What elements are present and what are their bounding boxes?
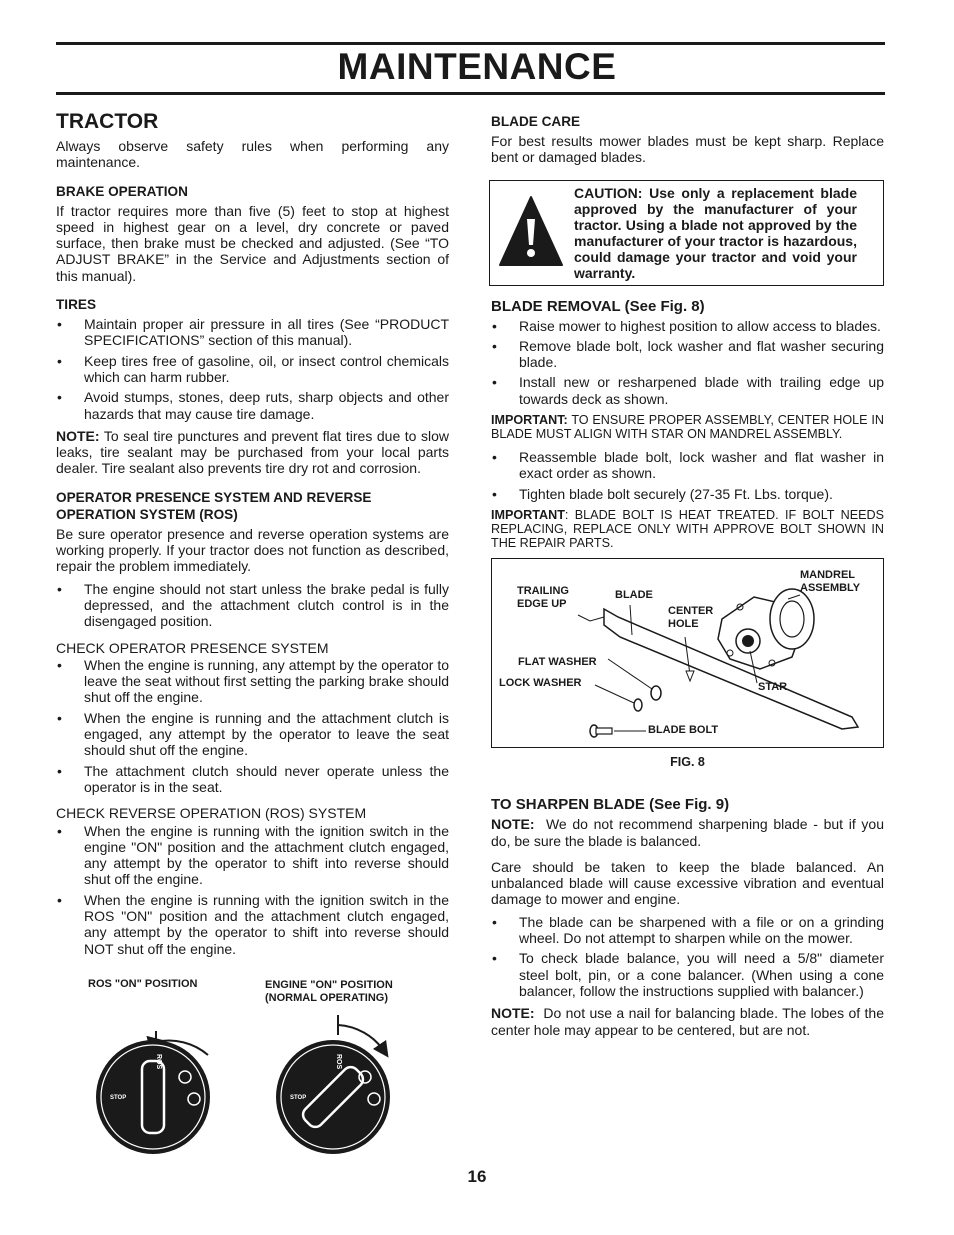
ros-label: ROS	[155, 1054, 162, 1070]
important-note-1	[491, 413, 884, 441]
blade-removal-heading: BLADE REMOVAL (See Fig. 8)	[491, 297, 705, 315]
warning-triangle-icon	[498, 195, 564, 267]
blade-removal-list	[491, 318, 884, 407]
ops-heading: OPERATOR PRESENCE SYSTEM AND REVERSE OPERATION SYSTEM (ROS)	[56, 489, 372, 522]
sharpen-text: Care should be taken to keep the blade balanced. An unbalanced blade will cause excessive vibration and eventual damage to mower and engine.	[491, 858, 884, 908]
mandrel-assembly-icon	[718, 589, 814, 669]
list-item: • Tighten blade bolt securely (27-35 Ft. Lbs. torque).	[491, 486, 884, 502]
list-item: • When the engine is running, any attempt by the operator to leave the seat without first setting the parking brake should shut off the engine.	[56, 657, 449, 706]
note-label: NOTE:	[491, 1005, 535, 1022]
list-item: • Install new or resharpened blade with trailing edge up towards deck as shown.	[491, 374, 884, 407]
caution-text: CAUTION: Use only a replacement blade approved by the manufacturer of your tractor. Using a blade not approved by the manufacturer of your tractor is hazardous, could damage your tractor and void your warranty.	[574, 184, 857, 281]
label-center-2: HOLE	[668, 617, 699, 630]
top-rule	[56, 42, 885, 45]
note-label: NOTE:	[491, 816, 535, 833]
stop-label: STOP	[110, 1095, 127, 1101]
blade-reassemble-list	[491, 449, 884, 502]
intro-text: Always observe safety rules when performing any maintenance.	[56, 138, 449, 171]
page-number: 16	[467, 1167, 487, 1186]
right-column	[491, 110, 884, 1044]
note-text: We do not recommend sharpening blade - but if you do, be sure the blade is balanced.	[491, 816, 885, 849]
list-item: • When the engine is running with the ignition switch in the engine "ON" position and the attachment clutch engaged, any attempt by the operator to shift into reverse should shut off the engine.	[56, 823, 449, 888]
ops-text: Be sure operator presence and reverse operation systems are working properly. If your tractor does not function as described, repair the problem immediately.	[56, 525, 449, 575]
important-text: : BLADE BOLT IS HEAT TREATED. IF BOLT NEEDS REPLACING, REPLACE ONLY WITH APPROVE BOLT SHOWN IN THE REPAIR PARTS.	[491, 507, 884, 550]
label-flat-washer: FLAT WASHER	[518, 655, 597, 668]
list-item: • When the engine is running and the attachment clutch is engaged, any attempt by the operator to leave the seat should shut off the engine.	[56, 710, 449, 759]
label-blade: BLADE	[615, 588, 653, 601]
blade-assembly-figure	[491, 558, 884, 748]
list-item: • The attachment clutch should never operate unless the operator is in the seat.	[56, 763, 449, 796]
sharpen-heading: TO SHARPEN BLADE (See Fig. 9)	[491, 796, 730, 814]
list-item: • Maintain proper air pressure in all tires (See “PRODUCT SPECIFICATIONS” section of this manual).	[56, 316, 449, 349]
label-lock-washer: LOCK WASHER	[499, 676, 582, 689]
label-blade-bolt: BLADE BOLT	[648, 723, 719, 736]
engine-on-label-2: (NORMAL OPERATING)	[265, 992, 389, 1004]
list-item: • To check blade balance, you will need a 5/8" diameter steel bolt, pin, or a cone balancer. (When using a cone balancer, follow the instructions supplied with balancer.)	[491, 950, 884, 999]
brake-text: If tractor requires more than five (5) feet to stop at highest speed in highest gear on a level, dry concrete or paved surface, then brake must be checked and adjusted. (See “TO ADJUST BRAKE” in the Service and Adjustments section of this manual).	[56, 202, 449, 284]
label-mandrel-1: MANDREL	[800, 568, 855, 581]
title-rule	[56, 92, 885, 95]
label-trailing-1: TRAILING	[517, 584, 569, 597]
check-ops-heading: CHECK OPERATOR PRESENCE SYSTEM	[56, 639, 329, 656]
stop-label: STOP	[290, 1095, 307, 1101]
blade-bolt-icon	[590, 725, 612, 737]
important-text: TO ENSURE PROPER ASSEMBLY, CENTER HOLE IN BLADE MUST ALIGN WITH STAR ON MANDREL ASSEMBLY.	[491, 413, 884, 442]
note-text: Do not use a nail for balancing blade. The lobes of the center hole may appear to be centered, but are not.	[491, 1005, 884, 1038]
ros-on-label: ROS "ON" POSITION	[88, 978, 198, 990]
important-note-2	[491, 508, 884, 550]
sharpen-note-1	[491, 816, 884, 849]
ros-label: ROS	[335, 1054, 342, 1070]
list-item: • Reassemble blade bolt, lock washer and flat washer in exact order as shown.	[491, 449, 884, 482]
brake-heading: BRAKE OPERATION	[56, 183, 188, 199]
list-item: • Raise mower to highest position to allow access to blades.	[491, 318, 884, 334]
engine-switch-icon	[276, 1015, 390, 1154]
note-label: NOTE:	[56, 427, 100, 444]
tires-heading: TIRES	[56, 297, 97, 313]
caution-box	[489, 180, 884, 286]
list-item: • Avoid stumps, stones, deep ruts, sharp objects and other hazards that may cause tire damage.	[56, 389, 449, 422]
list-item: • The engine should not start unless the brake pedal is fully depressed, and the attachment clutch control is in the disengaged position.	[56, 581, 449, 630]
important-label: IMPORTANT	[491, 507, 565, 522]
blade-care-heading: BLADE CARE	[491, 114, 581, 129]
sharpen-list	[491, 914, 884, 999]
tires-note	[56, 428, 449, 477]
sharpen-note-2	[491, 1005, 884, 1038]
lock-washer-icon	[634, 699, 642, 711]
check-ros-heading: CHECK REVERSE OPERATION (ROS) SYSTEM	[56, 805, 367, 822]
list-item: • Keep tires free of gasoline, oil, or insect control chemicals which can harm rubber.	[56, 353, 449, 386]
note-text: To seal tire punctures and prevent flat tires due to slow leaks, tire sealant may be purchased from your local parts dealer. Tire sealant also prevents tire dry rot and corrosion.	[56, 427, 450, 477]
engine-on-label-1: ENGINE "ON" POSITION	[265, 979, 393, 991]
fig8-caption: FIG. 8	[670, 754, 705, 769]
label-star: STAR	[758, 680, 788, 693]
list-item: • Remove blade bolt, lock washer and flat washer securing blade.	[491, 338, 884, 371]
ros-switch-icon	[96, 1031, 210, 1154]
left-column	[56, 110, 449, 963]
flat-washer-icon	[651, 686, 661, 700]
label-mandrel-2: ASSEMBLY	[800, 581, 861, 594]
check-ros-list	[56, 823, 449, 957]
check-ops-list	[56, 657, 449, 795]
ops-list	[56, 581, 449, 630]
switch-drawings	[56, 975, 449, 1165]
list-item: • When the engine is running with the ignition switch in the ROS "ON" position and the attachment clutch engaged, any attempt by the operator to shift into reverse should NOT shut off the engine.	[56, 892, 449, 957]
list-item: • The blade can be sharpened with a file or on a grinding wheel. Do not attempt to sharpen while on the mower.	[491, 914, 884, 947]
tires-list	[56, 316, 449, 422]
label-trailing-2: EDGE UP	[517, 597, 567, 610]
label-center-1: CENTER	[668, 604, 714, 617]
blade-care-text: For best results mower blades must be kept sharp. Replace bent or damaged blades.	[491, 133, 884, 166]
important-label: IMPORTANT:	[491, 413, 568, 428]
ignition-switch-figure	[56, 975, 449, 1165]
page-title: MAINTENANCE	[337, 46, 617, 87]
tractor-heading: TRACTOR	[56, 110, 159, 133]
